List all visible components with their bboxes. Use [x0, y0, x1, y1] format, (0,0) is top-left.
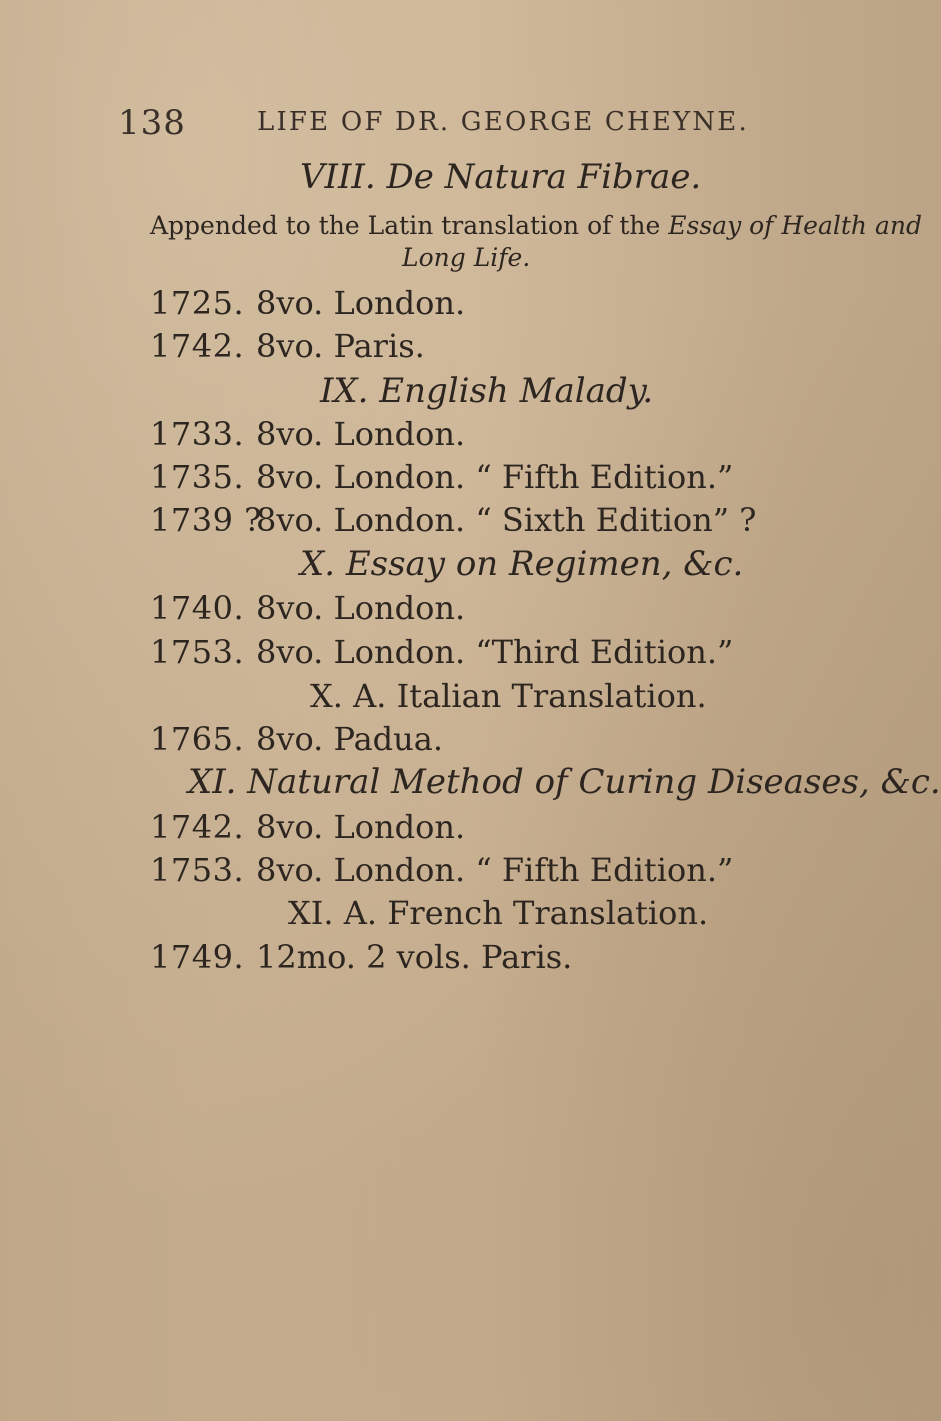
entry-year: 1733.: [150, 415, 245, 453]
section-heading-xi-a-text: XI. A. French Translation.: [288, 894, 709, 932]
entry-year: 1742.: [150, 808, 245, 846]
entry-description: 8vo. London. “ Fifth Edition.”: [256, 851, 734, 889]
entry-description: 12mo. 2 vols. Paris.: [256, 938, 573, 976]
section-note-italic: Essay of Health and: [668, 211, 922, 240]
bibliography-entry: [150, 720, 443, 760]
section-note-italic-line2: Long Life.: [402, 243, 531, 272]
bibliography-entry: [150, 633, 733, 673]
page-number: 138: [118, 103, 186, 143]
entry-year: 1753.: [150, 633, 245, 671]
entry-year: 1735.: [150, 458, 245, 496]
entry-description: 8vo. London.: [256, 808, 466, 846]
section-heading-xi-a: [288, 894, 708, 932]
section-number: XI.: [188, 762, 237, 802]
entry-year: 1749.: [150, 938, 245, 976]
entry-description: 8vo. London.: [256, 284, 466, 322]
section-note-text: Appended to the Latin translation of the: [150, 211, 669, 240]
entry-year: 1765.: [150, 720, 245, 758]
entry-description: 8vo. London. “Third Edition.”: [256, 633, 734, 671]
section-heading-ix: IX. English Malady.: [320, 371, 654, 411]
entry-description: 8vo. Padua.: [256, 720, 443, 758]
bibliography-entry: [150, 458, 733, 498]
entry-year: 1753.: [150, 851, 245, 889]
entry-year: 1739 ?: [150, 501, 262, 539]
bibliography-entry: [150, 851, 733, 891]
bibliography-entry: [150, 501, 756, 541]
section-heading-x-a: [310, 677, 707, 715]
section-heading-viii: VIII. De Natura Fibrae.: [300, 157, 702, 197]
section-title: Natural Method of Curing Diseases, &c.: [247, 762, 941, 802]
bibliography-entry: [150, 938, 572, 978]
entry-description: 8vo. London.: [256, 415, 466, 453]
entry-description: 8vo. London.: [256, 589, 466, 627]
section-heading-x: X. Essay on Regimen, &c.: [300, 544, 744, 584]
bibliography-entry: [150, 415, 465, 455]
bibliography-entry: [150, 808, 465, 848]
bibliography-entry: [150, 284, 465, 324]
section-heading-x-a-text: X. A. Italian Translation.: [310, 677, 707, 715]
section-heading-xi: [188, 762, 941, 802]
entry-description: 8vo. London. “ Fifth Edition.”: [256, 458, 734, 496]
section-note: [150, 211, 922, 240]
entry-year: 1725.: [150, 284, 245, 322]
entry-year: 1740.: [150, 589, 245, 627]
entry-year: 1742.: [150, 327, 245, 365]
bibliography-entry: [150, 327, 425, 367]
section-note-line2: [402, 243, 530, 272]
running-title: LIFE OF DR. GEORGE CHEYNE.: [257, 107, 749, 137]
entry-description: 8vo. London. “ Sixth Edition” ?: [256, 501, 757, 539]
running-head: [0, 103, 800, 143]
entry-description: 8vo. Paris.: [256, 327, 425, 365]
bibliography-entry: [150, 589, 465, 629]
